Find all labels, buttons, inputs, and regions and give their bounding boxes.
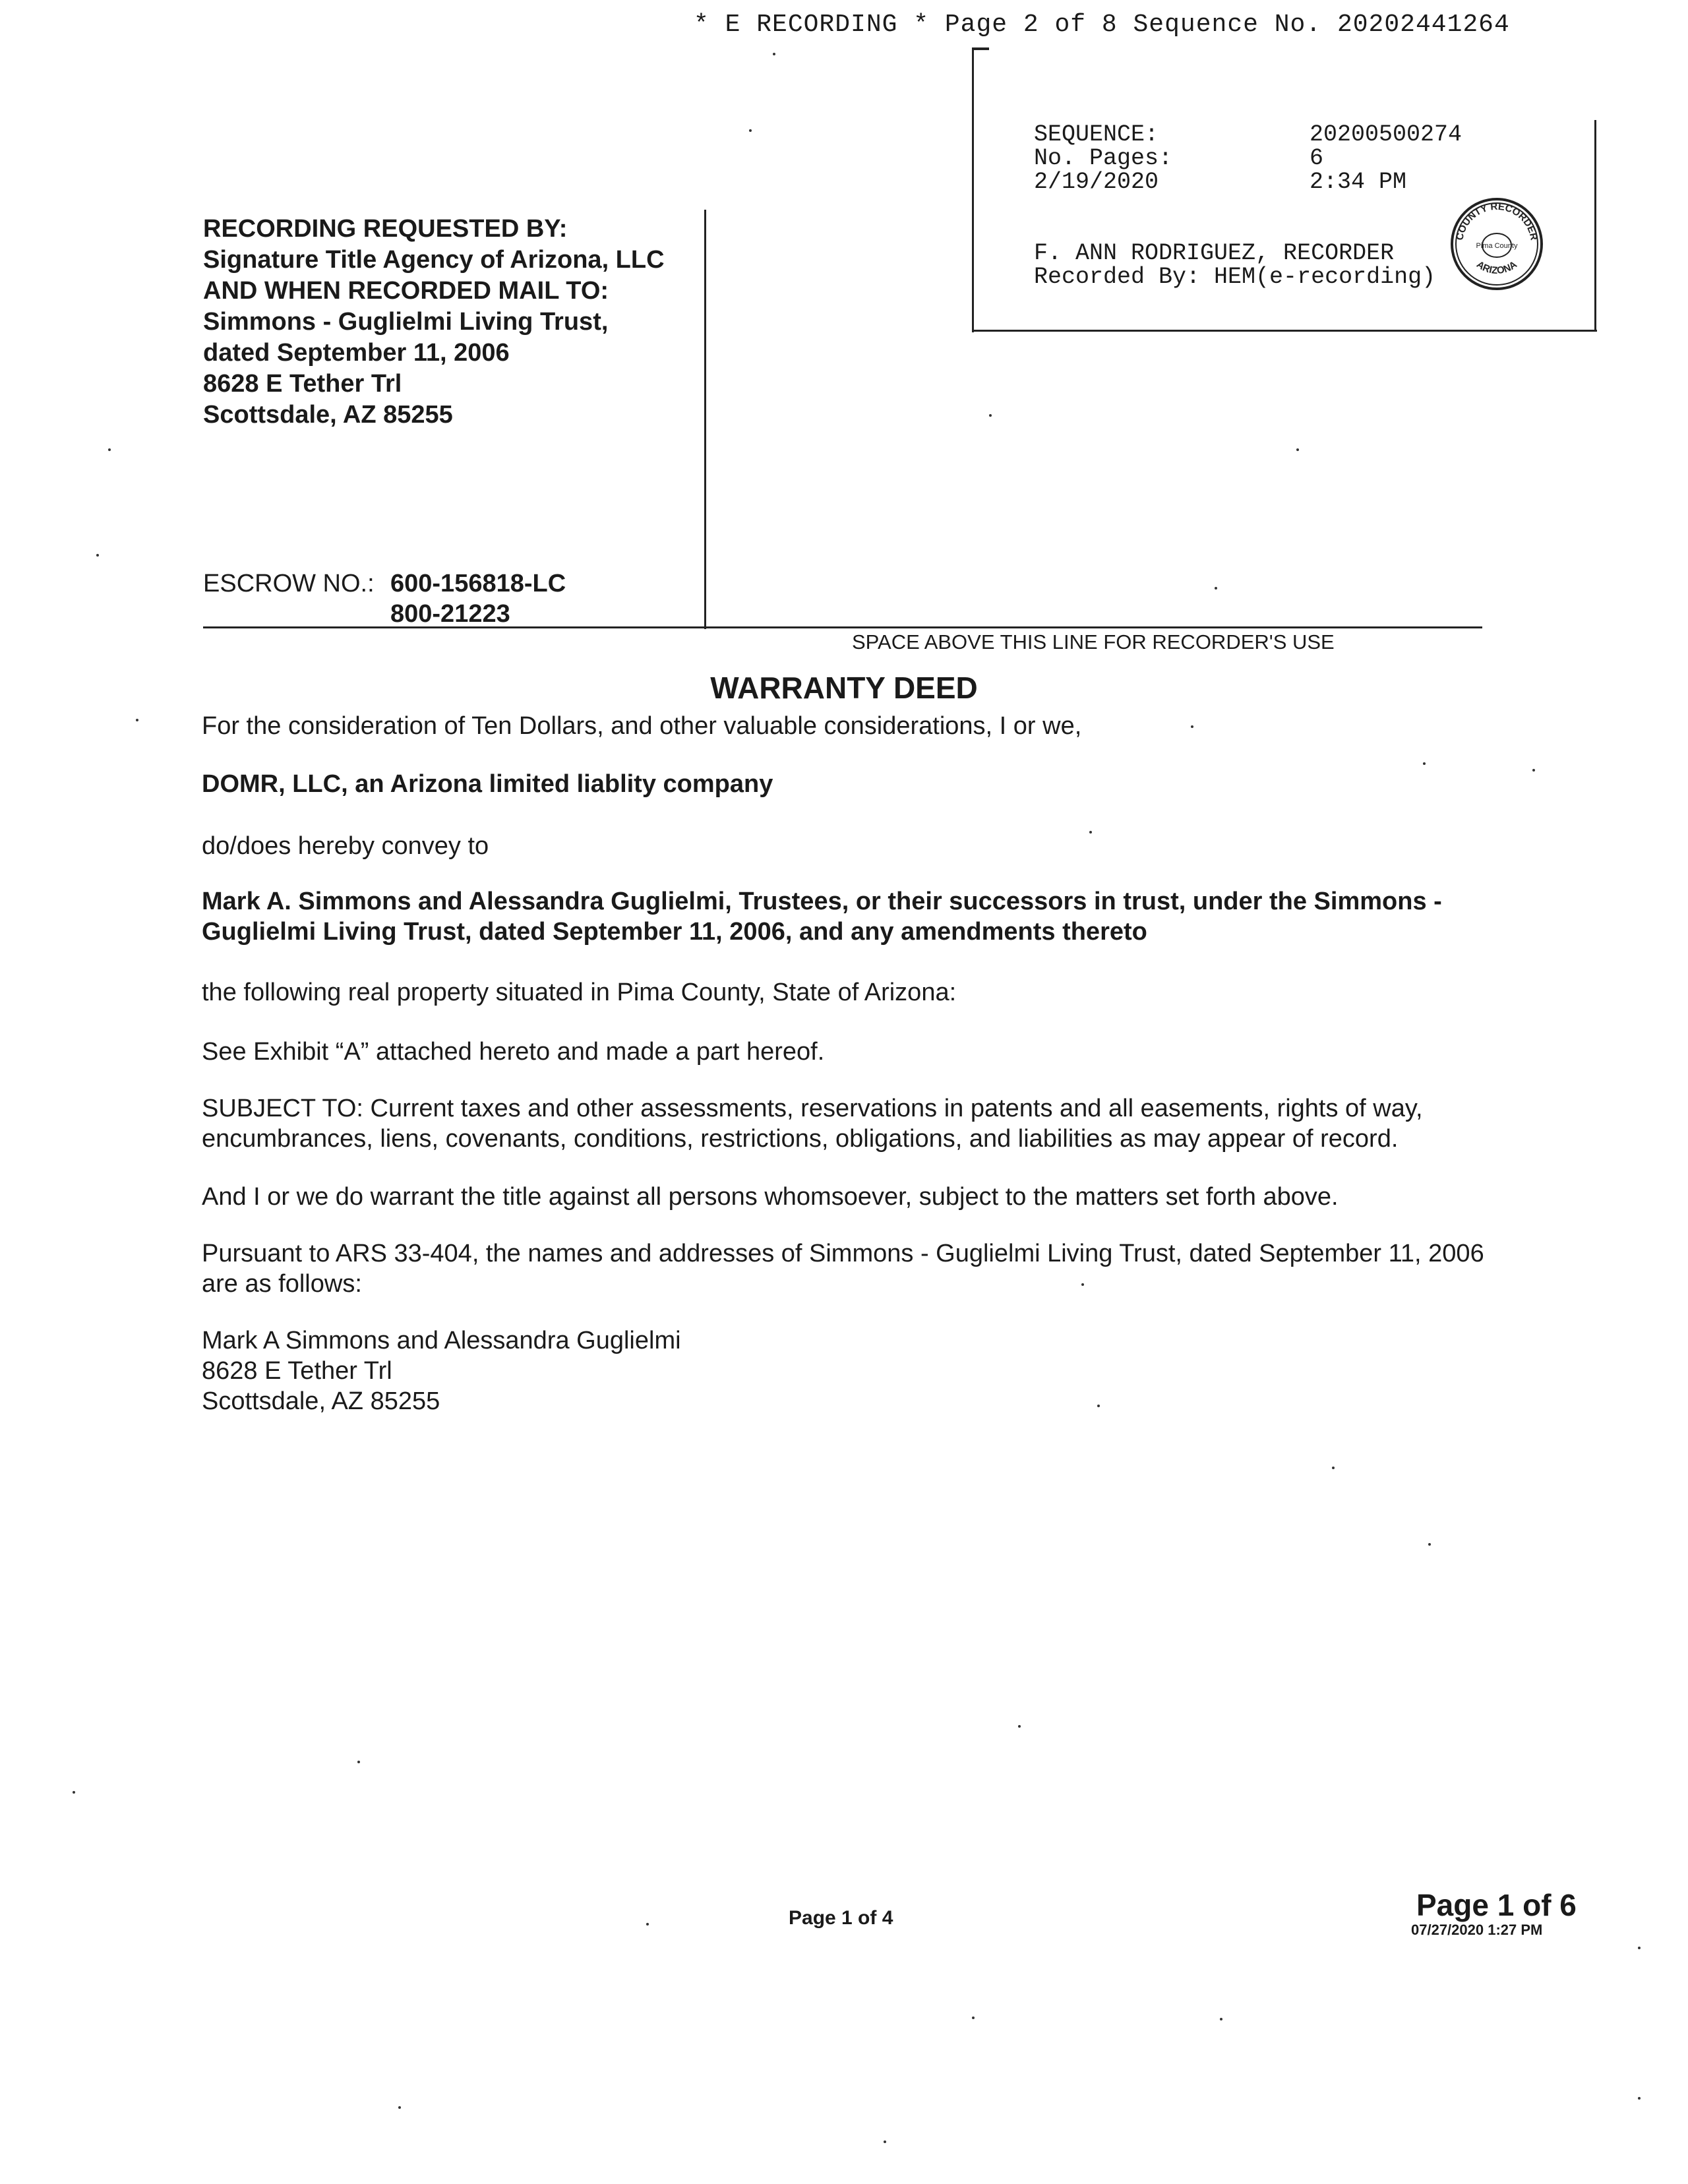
stamp-box-left-border: [972, 47, 974, 332]
escrow-number-primary: 600-156818-LC: [390, 570, 566, 597]
warrant-paragraph: And I or we do warrant the title against all persons whomsoever, subject to the matters set forth above.: [202, 1183, 1339, 1211]
vertical-divider: [704, 210, 706, 629]
subject-to-paragraph: SUBJECT TO: Current taxes and other assessments, reservations in patents and all easements, rights of way, encumbrances, liens, covenants, conditions, restrictions, obligations, and liabilities as may appear of record.: [202, 1095, 1423, 1153]
page-number-center: Page 1 of 4: [789, 1907, 893, 1929]
stamp-recorded-by: Recorded By: HEM(e-recording): [1034, 264, 1436, 290]
escrow-label: ESCROW NO.:: [203, 570, 375, 597]
seal-center-text: Pima County: [1476, 242, 1518, 250]
recording-line: dated September 11, 2006: [203, 339, 510, 367]
grantor-name: DOMR, LLC, an Arizona limited liablity company: [202, 770, 773, 798]
stamp-box-bottom-border: [972, 330, 1597, 332]
footer-timestamp: 07/27/2020 1:27 PM: [1411, 1922, 1543, 1938]
recording-line: RECORDING REQUESTED BY:: [203, 215, 568, 243]
recording-line: 8628 E Tether Trl: [203, 370, 402, 398]
recording-line: AND WHEN RECORDED MAIL TO:: [203, 277, 609, 305]
stamp-sequence-label: SEQUENCE:: [1034, 121, 1159, 148]
recorder-use-note: SPACE ABOVE THIS LINE FOR RECORDER'S USE: [852, 630, 1335, 653]
recording-line: Simmons - Guglielmi Living Trust,: [203, 308, 609, 336]
recorder-use-divider: [203, 626, 1482, 628]
stamp-sequence-value: 20200500274: [1310, 121, 1462, 148]
deed-title: WARRANTY DEED: [710, 671, 978, 705]
stamp-pages-label: No. Pages:: [1034, 145, 1173, 171]
escrow-number-secondary: 800-21223: [390, 600, 510, 628]
county-recorder-seal-icon: [1448, 195, 1546, 293]
recording-line: Scottsdale, AZ 85255: [203, 401, 453, 429]
property-statement: the following real property situated in Pima County, State of Arizona:: [202, 979, 957, 1006]
pursuant-paragraph: Pursuant to ARS 33-404, the names and addresses of Simmons - Guglielmi Living Trust, dated September 11, 2006 are as follows:: [202, 1240, 1484, 1298]
erecording-header: * E RECORDING * Page 2 of 8 Sequence No. 20202441264: [694, 11, 1510, 39]
stamp-box-right-border: [1594, 120, 1596, 331]
recording-requested-block: [203, 214, 665, 431]
exhibit-reference: See Exhibit “A” attached hereto and made a part hereof.: [202, 1038, 825, 1066]
page-number-right: Page 1 of 6: [1416, 1888, 1577, 1922]
stamp-recorder-name: F. ANN RODRIGUEZ, RECORDER: [1034, 240, 1395, 266]
stamp-date: 2/19/2020: [1034, 169, 1159, 195]
stamp-time: 2:34 PM: [1310, 169, 1407, 195]
seal-bottom-text: ARIZONA: [1474, 258, 1519, 277]
svg-text:COUNTY RECORDER: [1454, 201, 1540, 241]
convey-statement: do/does hereby convey to: [202, 832, 489, 860]
svg-text:ARIZONA: [1474, 259, 1519, 277]
recording-line: Signature Title Agency of Arizona, LLC: [203, 246, 665, 274]
address-line: Scottsdale, AZ 85255: [202, 1387, 440, 1415]
grantee-name: Mark A. Simmons and Alessandra Guglielmi, Trustees, or their successors in trust, under the Simmons - Guglielmi Living Trust, dated September 11, 2006, and any amendments thereto: [202, 888, 1442, 946]
address-line: 8628 E Tether Trl: [202, 1357, 392, 1385]
stamp-box-top-border: [972, 47, 989, 50]
consideration-paragraph: For the consideration of Ten Dollars, and other valuable considerations, I or we,: [202, 712, 1082, 740]
stamp-pages-value: 6: [1310, 145, 1324, 171]
grantee-address-block: [202, 1325, 681, 1416]
seal-top-text: COUNTY RECORDER: [1454, 200, 1540, 241]
address-line: Mark A Simmons and Alessandra Guglielmi: [202, 1327, 681, 1354]
